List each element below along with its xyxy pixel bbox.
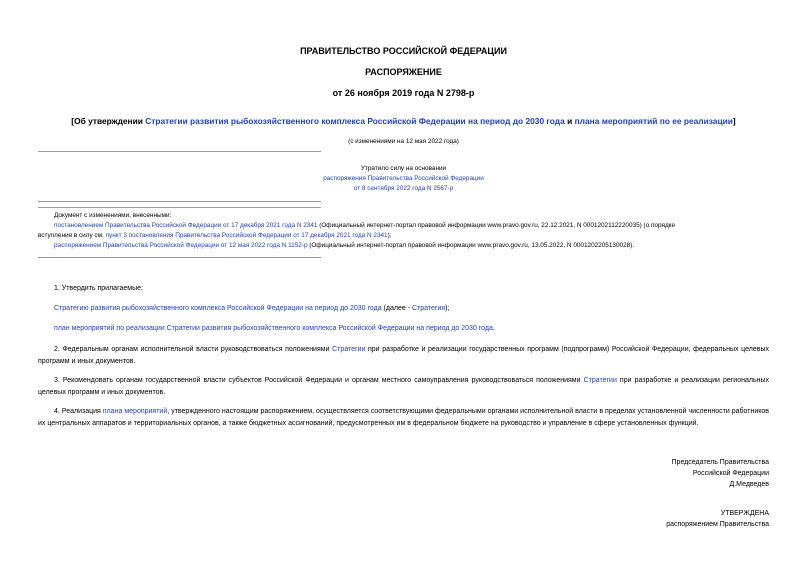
document-type-heading: РАСПОРЯЖЕНИЕ [365,67,442,77]
title-bracket-open: [Об утверждении [71,116,146,126]
void-notice-link-date[interactable]: от 8 сентября 2022 года N 2567-р [353,185,454,192]
amendment-1-cont-text: вступления в силу см. [38,232,106,239]
paragraph-4 [38,406,769,430]
divider [38,201,321,202]
action-plan-ref-link[interactable]: плана мероприятий [102,408,168,415]
paragraph-4-text: 4. Реализация [54,408,103,415]
paragraph-3 [38,375,769,399]
amendment-1-text: (Официальный интернет-портал правовой информации www.pravo.gov.ru, 22.12.2021, N 0001202112220035) (о порядке [317,222,676,229]
paragraph-1a [38,303,769,315]
amended-note: (с изменениями на 12 мая 2022 года) [348,138,459,145]
action-plan-link[interactable]: план мероприятий по реализации Стратегии развития рыбохозяйственного комплекса Российской Федерации на период до 2030 года [54,325,493,332]
government-heading: ПРАВИТЕЛЬСТВО РОССИЙСКОЙ ФЕДЕРАЦИИ [300,46,507,56]
strategy-ref-link[interactable]: Стратегии [332,346,366,353]
signature-name: Д.Медведев [729,481,769,488]
paragraph-1b [38,323,769,335]
document-date-number: от 26 ноября 2019 года N 2798-р [332,88,475,98]
strategy-ref-link[interactable]: Стратегии [583,377,617,384]
amendments-block [38,211,769,251]
paragraph-2 [38,344,769,368]
void-notice-link[interactable]: распоряжения Правительства Российской Федерации [323,175,484,182]
amendment-1-link[interactable]: постановлением Правительства Российской Федерации от 17 декабря 2021 года N 2341 [54,222,318,229]
amendments-intro: Документ с изменениями, внесенными: [54,212,172,219]
signature-block [672,457,769,490]
amendment-item-1-cont [38,231,769,241]
strategy-link[interactable]: Стратегию развития рыбохозяйственного комплекса Российской Федерации на период до 2030 года [54,305,382,312]
paragraph-1a-text: (далее - [381,305,412,312]
divider [38,207,321,208]
signature-title: Председатель Правительства [671,459,769,466]
approved-by: распоряжением Правительства [666,521,769,528]
amendment-item-1 [54,221,769,231]
title-bracket-close: ] [732,116,736,126]
action-plan-title-link[interactable]: плана мероприятий по ее реализации [574,116,733,126]
strategy-title-link[interactable]: Стратегии развития рыбохозяйственного комплекса Российской Федерации на период до 2030 года [145,116,565,126]
approved-block [666,508,769,530]
amendment-1-cont-end: ); [387,232,392,239]
void-notice-text: Утратило силу на основании [360,165,447,172]
document-title [0,116,807,126]
signature-country: Российской Федерации [692,470,769,477]
paragraph-3-end: при разработке и реализации региональных целевых программ и иных документов. [38,377,769,396]
strategy-short-link[interactable]: Стратегия [412,305,446,312]
paragraph-2-text: 2. Федеральным органам исполнительной власти руководствоваться положениями [54,346,333,353]
divider [38,257,321,258]
amendment-item-2 [54,241,769,251]
amendment-2-link[interactable]: распоряжением Правительства Российской Федерации от 12 мая 2022 года N 1152-р [54,242,308,249]
title-and: и [564,116,575,126]
paragraph-3-text: 3. Рекомендовать органам государственной власти субъектов Российской Федерации и органам местного самоуправления руководствоваться положениями [54,377,584,384]
divider [38,151,321,152]
approved-label: УТВЕРЖДЕНА [720,510,769,517]
paragraph-2-end: при разработке и реализации государственных программ (подпрограмм) Российской Федерации, федеральных целевых программ и иных документов. [38,346,769,365]
paragraph-1a-end: ); [445,305,450,312]
void-notice [0,164,807,194]
paragraph-1: 1. Утвердить прилагаемые: [54,285,143,292]
amendment-1-point3-link[interactable]: пункт 3 постановления Правительства Российской Федерации от 17 декабря 2021 года N 2341 [105,232,388,239]
paragraph-4-end: , утвержденного настоящим распоряжением, осуществляется соответствующими федеральными органами исполнительной власти в пределах установленной численности работников их центральных аппаратов и территориальных органов, а также бюджетных ассигнований, предусмотренных им в федеральном бюджете на руководство и управление в сфере установленных функций. [38,408,770,427]
amendment-2-text: (Официальный интернет-портал правовой информации www.pravo.gov.ru, 13.05.2022, N 0001202205130028). [307,242,635,249]
paragraph-1b-end: . [492,325,495,332]
